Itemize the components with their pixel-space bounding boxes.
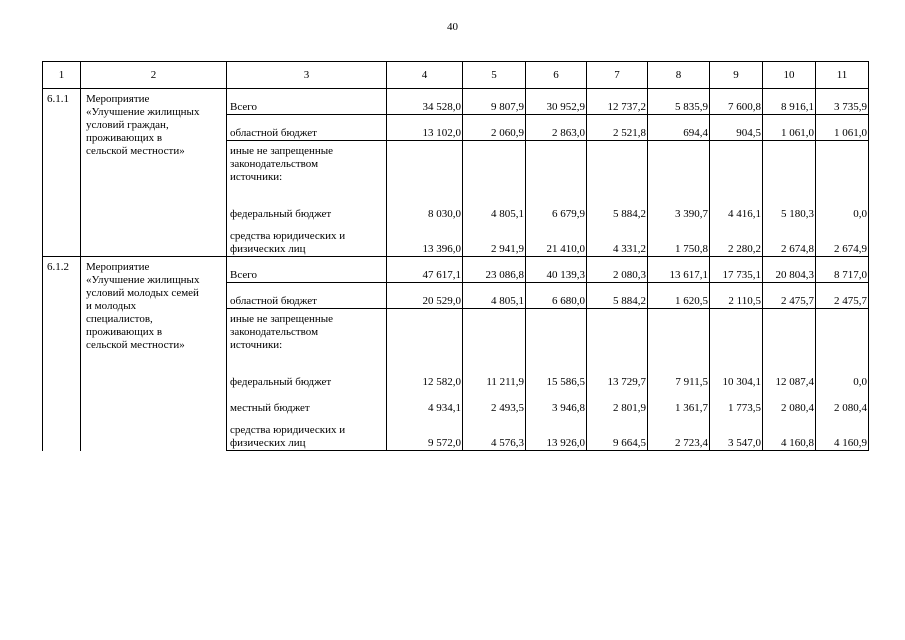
value-cell: 1 061,0 <box>763 115 816 141</box>
value-cell: 2 060,9 <box>463 115 526 141</box>
funding-source-line: законодательством <box>230 158 319 170</box>
column-header: 7 <box>587 62 648 89</box>
value-cell: 11 211,9 <box>463 365 526 389</box>
value-cell: 3 547,0 <box>710 415 763 451</box>
value-cell: 2 080,4 <box>816 389 869 415</box>
funding-source-line: источники: <box>230 171 283 183</box>
value-cell: 2 863,0 <box>526 115 587 141</box>
value-cell: 904,5 <box>710 115 763 141</box>
funding-source <box>227 309 387 365</box>
funding-source-line: физических лиц <box>230 243 306 255</box>
funding-source <box>227 221 387 257</box>
value-cell: 12 582,0 <box>387 365 463 389</box>
value-cell <box>763 309 816 365</box>
value-cell: 2 080,4 <box>763 389 816 415</box>
value-cell: 13 729,7 <box>587 365 648 389</box>
column-header: 1 <box>43 62 81 89</box>
item-name-line: Мероприятие <box>86 261 150 273</box>
value-cell: 0,0 <box>816 197 869 221</box>
value-cell: 4 160,8 <box>763 415 816 451</box>
value-cell: 5 180,3 <box>763 197 816 221</box>
value-cell: 2 521,8 <box>587 115 648 141</box>
value-cell: 4 805,1 <box>463 283 526 309</box>
value-cell: 3 946,8 <box>526 389 587 415</box>
value-cell: 2 110,5 <box>710 283 763 309</box>
value-cell: 13 102,0 <box>387 115 463 141</box>
value-cell <box>526 309 587 365</box>
value-cell: 9 664,5 <box>587 415 648 451</box>
item-name-line: сельской местности» <box>86 145 185 157</box>
item-code: 6.1.2 <box>43 257 81 451</box>
value-cell: 4 160,9 <box>816 415 869 451</box>
value-cell <box>526 141 587 197</box>
funding-source <box>227 89 387 115</box>
value-cell <box>763 141 816 197</box>
value-cell: 15 586,5 <box>526 365 587 389</box>
funding-source <box>227 197 387 221</box>
budget-table <box>42 61 869 451</box>
value-cell: 8 717,0 <box>816 257 869 283</box>
table-row <box>43 89 869 115</box>
value-cell: 2 723,4 <box>648 415 710 451</box>
value-cell: 1 061,0 <box>816 115 869 141</box>
item-name-line: Мероприятие <box>86 93 150 105</box>
value-cell: 6 679,9 <box>526 197 587 221</box>
value-cell <box>387 309 463 365</box>
value-cell: 1 361,7 <box>648 389 710 415</box>
value-cell: 21 410,0 <box>526 221 587 257</box>
column-header: 10 <box>763 62 816 89</box>
value-cell <box>648 141 710 197</box>
funding-source <box>227 389 387 415</box>
value-cell: 2 493,5 <box>463 389 526 415</box>
value-cell: 1 773,5 <box>710 389 763 415</box>
value-cell: 12 087,4 <box>763 365 816 389</box>
value-cell: 4 576,3 <box>463 415 526 451</box>
funding-source-line: физических лиц <box>230 437 306 449</box>
item-name-line: и молодых <box>86 300 137 312</box>
column-header: 5 <box>463 62 526 89</box>
item-name-line: условий молодых семей <box>86 287 199 299</box>
item-name-line: проживающих в <box>86 132 163 144</box>
value-cell: 10 304,1 <box>710 365 763 389</box>
value-cell: 4 805,1 <box>463 197 526 221</box>
value-cell <box>816 141 869 197</box>
item-code: 6.1.1 <box>43 89 81 257</box>
value-cell <box>816 309 869 365</box>
item-name-line: проживающих в <box>86 326 163 338</box>
value-cell <box>648 309 710 365</box>
value-cell: 23 086,8 <box>463 257 526 283</box>
table-header-row <box>43 62 869 89</box>
value-cell: 1 620,5 <box>648 283 710 309</box>
value-cell: 13 617,1 <box>648 257 710 283</box>
item-name-line: «Улучшение жилищных <box>86 274 200 286</box>
value-cell: 4 416,1 <box>710 197 763 221</box>
value-cell: 34 528,0 <box>387 89 463 115</box>
funding-source-line: федеральный бюджет <box>230 207 332 220</box>
value-cell: 4 331,2 <box>587 221 648 257</box>
funding-source <box>227 365 387 389</box>
value-cell: 47 617,1 <box>387 257 463 283</box>
value-cell: 5 884,2 <box>587 283 648 309</box>
value-cell <box>587 309 648 365</box>
item-name <box>81 89 227 257</box>
value-cell: 694,4 <box>648 115 710 141</box>
value-cell: 2 080,3 <box>587 257 648 283</box>
value-cell: 3 735,9 <box>816 89 869 115</box>
page-number: 40 <box>447 21 458 33</box>
item-name-line: сельской местности» <box>86 339 185 351</box>
table-row <box>43 257 869 283</box>
value-cell: 2 941,9 <box>463 221 526 257</box>
value-cell <box>710 141 763 197</box>
value-cell: 2 674,9 <box>816 221 869 257</box>
value-cell: 2 475,7 <box>763 283 816 309</box>
value-cell: 12 737,2 <box>587 89 648 115</box>
funding-source-line: законодательством <box>230 326 319 338</box>
value-cell: 5 884,2 <box>587 197 648 221</box>
value-cell <box>463 141 526 197</box>
value-cell: 7 600,8 <box>710 89 763 115</box>
funding-source-line: средства юридических и <box>230 424 346 436</box>
value-cell: 1 750,8 <box>648 221 710 257</box>
item-name-line: условий граждан, <box>86 119 169 131</box>
value-cell: 9 572,0 <box>387 415 463 451</box>
funding-source-line: Всего <box>230 269 257 281</box>
value-cell: 5 835,9 <box>648 89 710 115</box>
funding-source <box>227 415 387 451</box>
funding-source-line: иные не запрещенные <box>230 145 334 157</box>
value-cell: 13 926,0 <box>526 415 587 451</box>
funding-source <box>227 141 387 197</box>
item-name-line: «Улучшение жилищных <box>86 106 200 118</box>
funding-source-line: иные не запрещенные <box>230 313 334 325</box>
funding-source-line: средства юридических и <box>230 230 346 242</box>
value-cell: 4 934,1 <box>387 389 463 415</box>
value-cell: 2 280,2 <box>710 221 763 257</box>
funding-source-line: областной бюджет <box>230 295 317 307</box>
funding-source-line: федеральный бюджет <box>230 375 332 388</box>
item-name <box>81 257 227 451</box>
value-cell <box>587 141 648 197</box>
value-cell: 2 475,7 <box>816 283 869 309</box>
value-cell <box>463 309 526 365</box>
funding-source-line: областной бюджет <box>230 127 317 139</box>
funding-source-line: местный бюджет <box>230 401 310 414</box>
value-cell: 20 529,0 <box>387 283 463 309</box>
funding-source <box>227 283 387 309</box>
column-header: 8 <box>648 62 710 89</box>
value-cell: 7 911,5 <box>648 365 710 389</box>
funding-source-line: источники: <box>230 339 283 351</box>
value-cell: 40 139,3 <box>526 257 587 283</box>
column-header: 6 <box>526 62 587 89</box>
funding-source <box>227 257 387 283</box>
value-cell: 20 804,3 <box>763 257 816 283</box>
value-cell: 9 807,9 <box>463 89 526 115</box>
column-header: 4 <box>387 62 463 89</box>
value-cell: 6 680,0 <box>526 283 587 309</box>
value-cell: 8 030,0 <box>387 197 463 221</box>
column-header: 2 <box>81 62 227 89</box>
column-header: 9 <box>710 62 763 89</box>
value-cell <box>710 309 763 365</box>
column-header: 3 <box>227 62 387 89</box>
value-cell: 8 916,1 <box>763 89 816 115</box>
funding-source-line: Всего <box>230 101 257 113</box>
value-cell: 0,0 <box>816 365 869 389</box>
value-cell: 30 952,9 <box>526 89 587 115</box>
item-name-line: специалистов, <box>86 313 153 325</box>
value-cell: 17 735,1 <box>710 257 763 283</box>
value-cell: 13 396,0 <box>387 221 463 257</box>
value-cell <box>387 141 463 197</box>
value-cell: 2 674,8 <box>763 221 816 257</box>
value-cell: 2 801,9 <box>587 389 648 415</box>
funding-source <box>227 115 387 141</box>
column-header: 11 <box>816 62 869 89</box>
value-cell: 3 390,7 <box>648 197 710 221</box>
